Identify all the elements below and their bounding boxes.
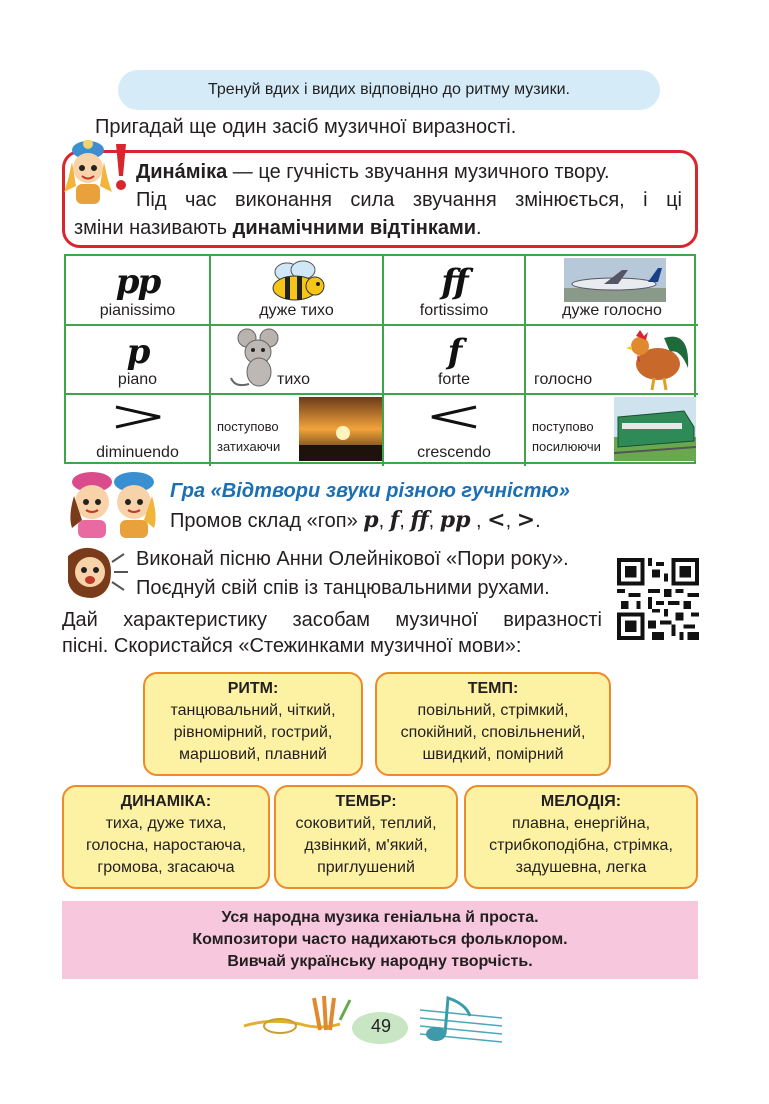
song-line-2: Поєднуй свій спів із танцювальними рухами. <box>136 577 550 599</box>
cell-loud: голосно <box>526 326 698 395</box>
breathing-tip: Тренуй вдих і видих відповідно до ритму музики. <box>118 70 660 110</box>
cell-crescendo: crescendo <box>384 395 526 466</box>
definition-term: Динáміка <box>136 161 228 183</box>
train-image <box>614 397 696 461</box>
cell-p: p piano <box>66 326 211 395</box>
melody-card: МЕЛОДІЯ: плавна, енергійна, стрибкоподібна, стрімка, задушевна, легка <box>464 785 698 889</box>
sunset-image <box>299 397 383 461</box>
airplane-image <box>564 258 666 302</box>
dynamics-table <box>64 254 696 464</box>
dynamics-card: ДИНАМІКА: тиха, дуже тиха, голосна, наростаюча, громова, згасаюча <box>62 785 270 889</box>
singing-girl-icon <box>62 542 130 600</box>
cell-quiet: тихо <box>211 326 384 395</box>
qr-code[interactable] <box>617 558 699 640</box>
game-instruction: Промов склад «гоп» p, f, ff, pp , <, >. <box>170 507 541 533</box>
definition-text: Динáміка — це гучність звучання музичного твору. Під час виконання сила звучання змінюється, і ці зміни називають динамічними відтінками. <box>74 161 682 239</box>
bee-icon <box>267 260 329 302</box>
cell-very-quiet: дуже тихо <box>211 256 384 326</box>
crescendo-sign-icon <box>430 405 478 429</box>
cell-gradually-rising: поступово посилюючи <box>526 395 698 466</box>
cell-gradually-fading: поступово затихаючи <box>211 395 384 466</box>
cell-pp: pp pianissimo <box>66 256 211 326</box>
cell-very-loud: дуже голосно <box>526 256 698 326</box>
cell-f: f forte <box>384 326 526 395</box>
tempo-card: ТЕМП: повільний, стрімкий, спокійний, сповільнений, швидкий, помірний <box>375 672 611 776</box>
song-line-4: пісні. Скористайся «Стежинками музичної мови»: <box>62 635 522 657</box>
page-number: 49 <box>370 1016 392 1036</box>
rhythm-card: РИТМ: танцювальний, чіткий, рівномірний, гострий, маршовий, плавний <box>143 672 363 776</box>
two-children-icon <box>64 470 164 538</box>
game-title: Гра «Відтвори звуки різною гучністю» <box>170 480 570 502</box>
song-line-3: Дай характеристику засобам музичної виразності <box>62 609 602 631</box>
folk-quote-box: Уся народна музика геніальна й проста. Композитори часто надихаються фольклором. Вивчай українську народну творчість. <box>62 901 698 979</box>
cell-ff: ff fortissimo <box>384 256 526 326</box>
recall-text: Пригадай ще один засіб музичної виразності. <box>95 116 517 138</box>
cell-diminuendo: diminuendo <box>66 395 211 466</box>
diminuendo-sign-icon <box>114 405 162 429</box>
timbre-card: ТЕМБР: соковитий, теплий, дзвінкий, м'який, приглушений <box>274 785 458 889</box>
song-line-1: Виконай пісню Анни Олейнікової «Пори року». <box>136 548 569 570</box>
rooster-icon <box>620 328 694 392</box>
